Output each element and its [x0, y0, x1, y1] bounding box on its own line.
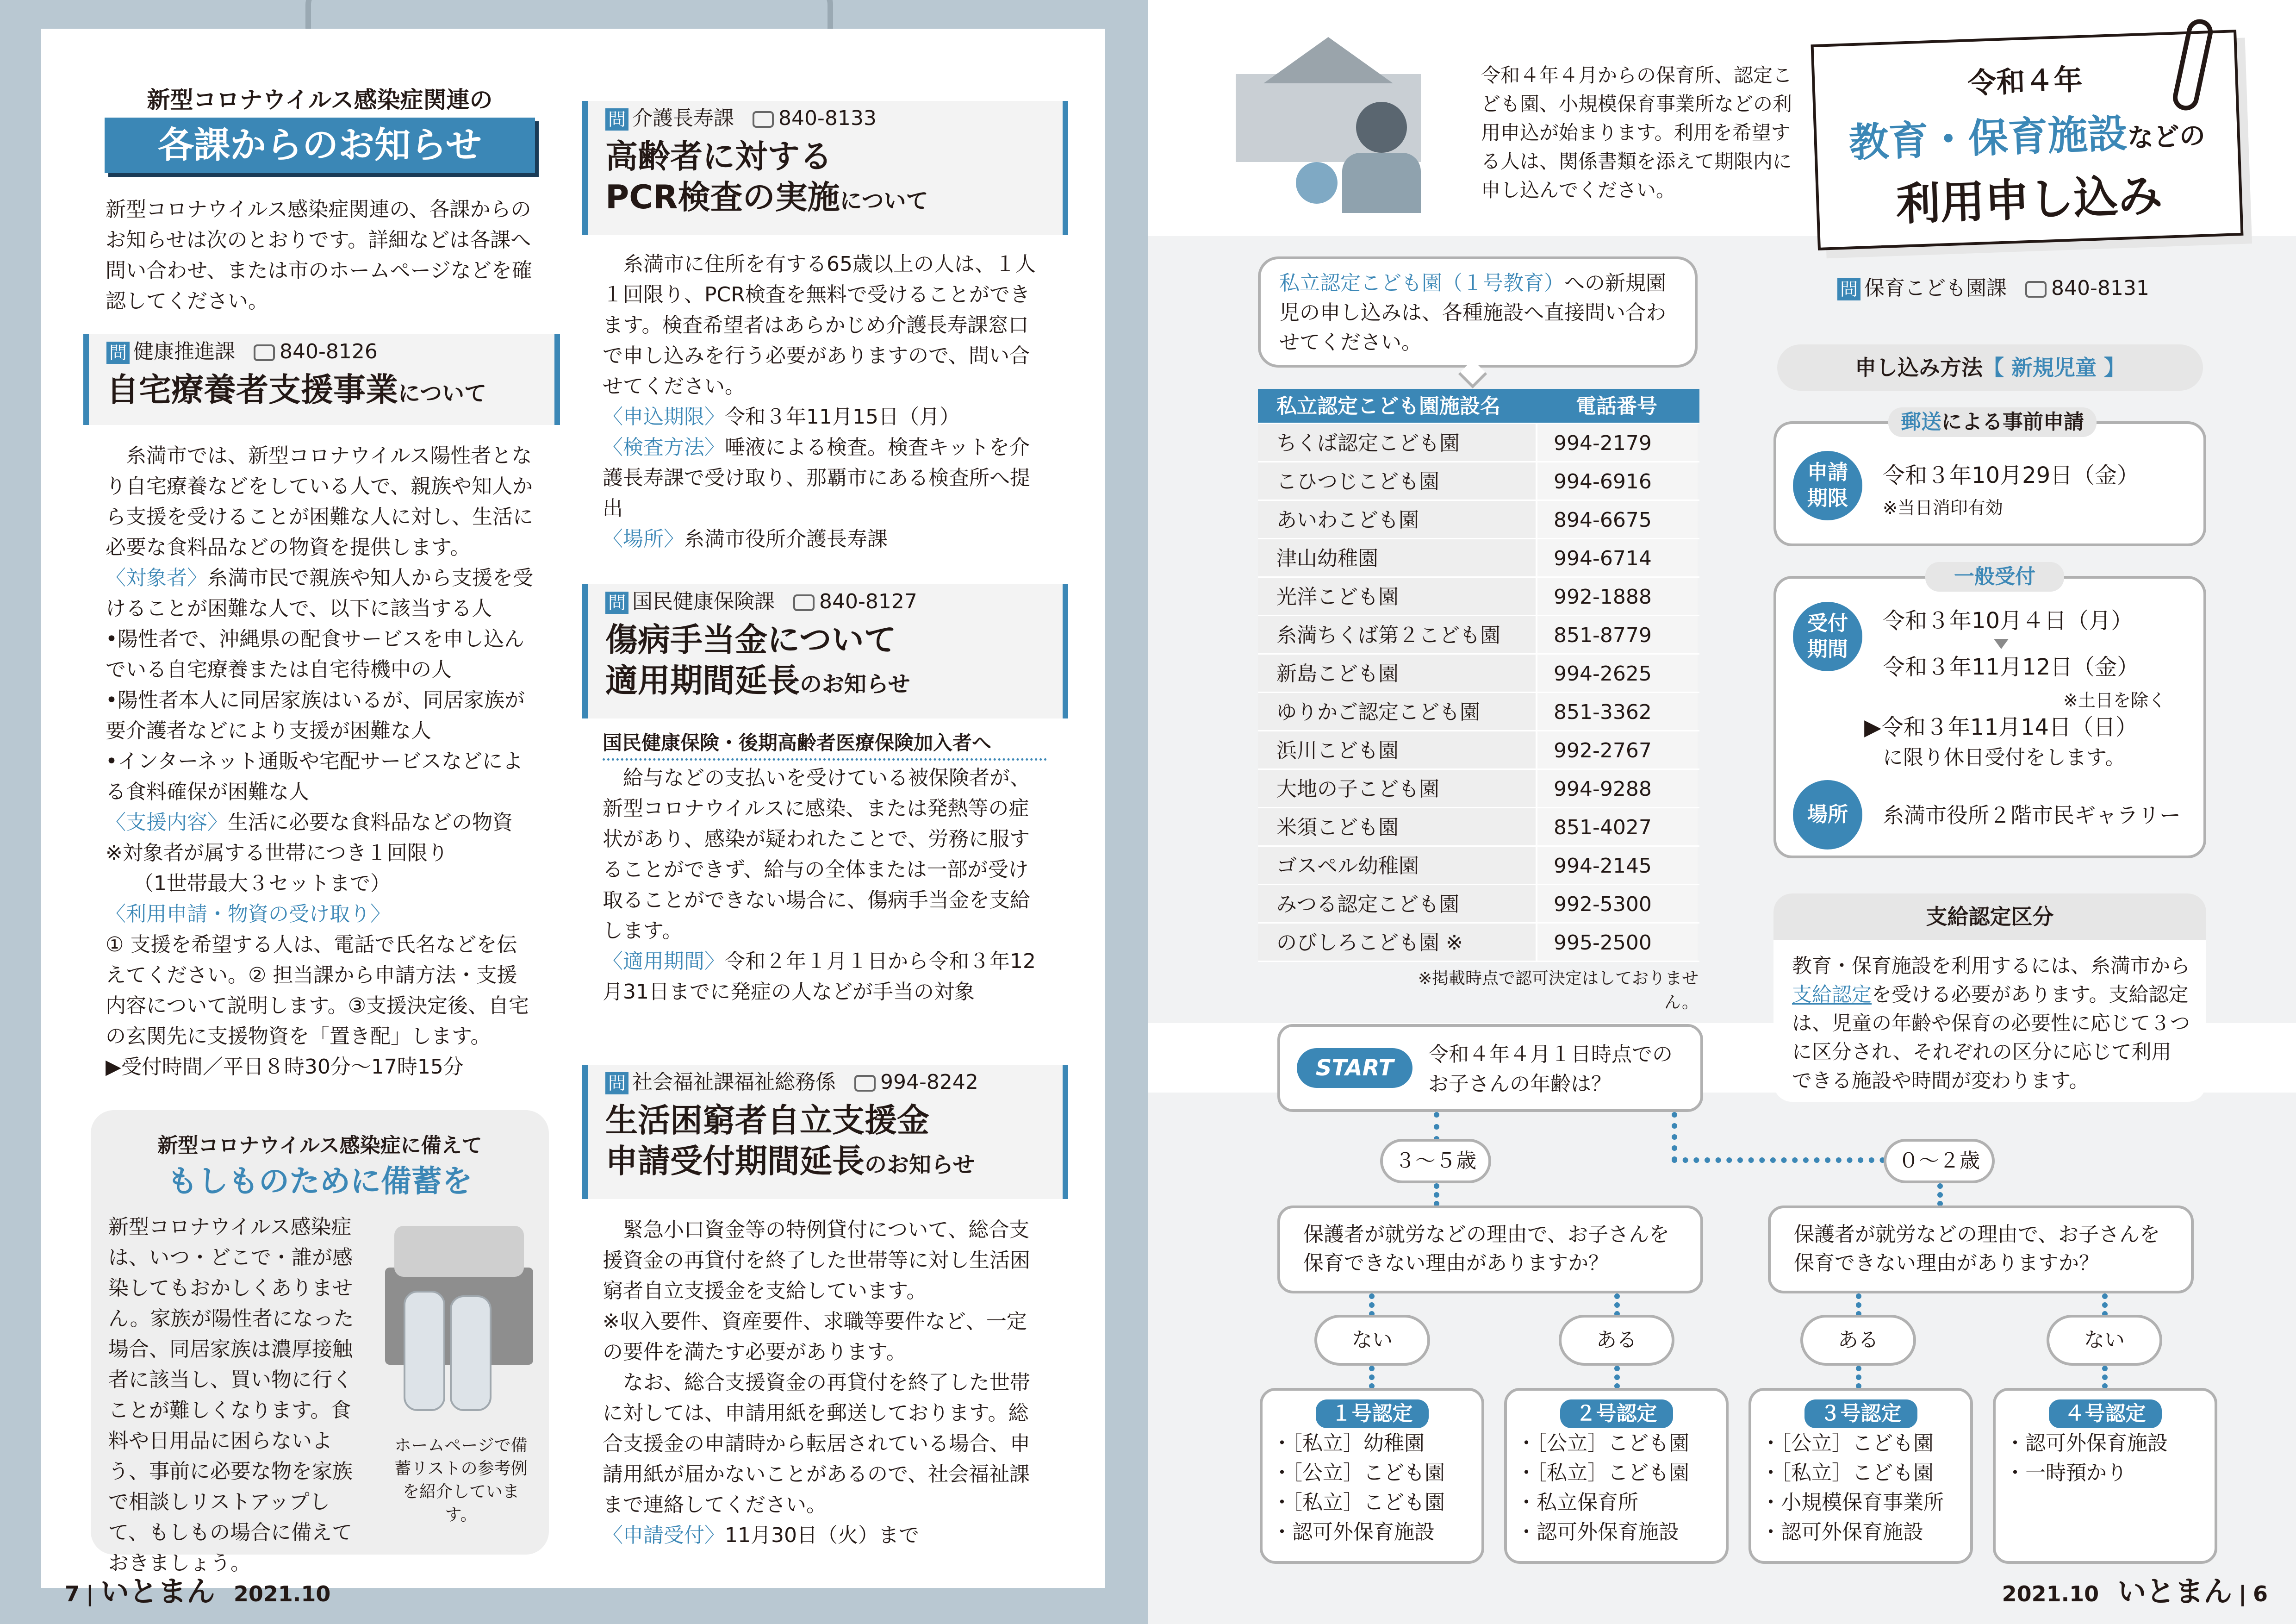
facility-row [1258, 578, 1699, 616]
pcr-method [603, 432, 1047, 524]
pcr-body [603, 249, 1047, 555]
flow-connector [1369, 1366, 1375, 1389]
title-card [1811, 30, 2244, 250]
deadline-circle [1793, 451, 1862, 520]
inquiry-tag: 問 [1837, 278, 1860, 300]
result-2-item: ・私立保育所 [1516, 1491, 1638, 1514]
insurance-text: 給与などの支払いを受けている被保険者が、新型コロナウイルスに感染、または発熱等の症状があり、感染が疑われたことで、労務に服することができず、給与の全体または一部が受け取ることができない場合に、傷病手当金を支給します。 [603, 766, 1030, 943]
welfare-tel: 994-8242 [880, 1070, 978, 1094]
result-3-item: ・認可外保育施設 [1761, 1520, 1923, 1544]
title-suffix: などの [2127, 120, 2206, 154]
phone-icon [753, 111, 774, 128]
facility-row [1258, 847, 1699, 885]
result-2-title: ２号認定 [1560, 1399, 1673, 1428]
cert-blue: 支給認定 [1792, 983, 1872, 1006]
insurance-period-label: 〈適用期間〉 [603, 949, 725, 973]
start-badge: START [1297, 1048, 1412, 1088]
facility-name: 津山幼稚園 [1258, 539, 1536, 576]
facility-tel: 992-2767 [1536, 731, 1698, 768]
flow-connector [1614, 1366, 1620, 1389]
health-heading [83, 334, 560, 425]
facility-tel: 994-2179 [1536, 424, 1698, 461]
facility-tel: 992-5300 [1536, 885, 1698, 922]
facility-tel: 851-4027 [1536, 808, 1698, 845]
facility-row [1258, 539, 1699, 578]
stockpile-box [91, 1110, 549, 1575]
footer-date: 2021.10 [233, 1581, 331, 1606]
facility-tel: 851-3362 [1536, 693, 1698, 730]
facility-name: のびしろこども園 ※ [1258, 924, 1536, 961]
welfare-accept-label: 〈申請受付〉 [603, 1524, 725, 1547]
age-younger-pill: ０～２歳 [1884, 1139, 1995, 1183]
phone-icon [254, 344, 275, 361]
down-arrow-icon [1994, 639, 2009, 649]
health-dept: 健康推進課 [133, 340, 236, 363]
pcr-period-label: 〈申込期限〉 [603, 405, 725, 429]
health-bullet-1: •陽性者で、沖縄県の配食サービスを申し込んでいる自宅療養または自宅待機中の人 [106, 627, 525, 681]
facility-row [1258, 731, 1699, 770]
flow-connector [1856, 1366, 1861, 1389]
result-3-item: ・小規模保育事業所 [1761, 1491, 1944, 1514]
phone-icon [2025, 281, 2047, 298]
result-2-item: ・［私立］こども園 [1516, 1461, 1689, 1485]
flow-start-box [1277, 1024, 1703, 1112]
title-bottom: 利用申し込み [1895, 169, 2164, 231]
facility-tel: 992-1888 [1536, 578, 1698, 615]
holiday-line-2: に限り休日受付をします。 [1883, 746, 2126, 769]
right-contact-dept: 保育こども園課 [1864, 276, 2007, 300]
page-number: 6 [2252, 1581, 2268, 1606]
result-2-item: ・認可外保育施設 [1516, 1520, 1679, 1544]
method-title: 申し込み方法 [1854, 355, 1983, 380]
apply-text: ① 支援を希望する人は、電話で氏名などを伝えてください。② 担当課から申請方法・支援内容について説明します。③支援決定後、自宅の玄関先に支援物資を「置き配」します。 [106, 933, 529, 1048]
facility-name: 浜川こども園 [1258, 731, 1536, 768]
accept-circle [1793, 602, 1862, 671]
result-box-1 [1260, 1388, 1484, 1564]
apply-label: 〈利用申請・物資の受け取り〉 [106, 902, 391, 926]
health-bullet-3: •インターネット通販や宅配サービスなどによる食料確保が困難な人 [106, 750, 523, 804]
facility-name: 光洋こども園 [1258, 578, 1536, 615]
right-intro: 令和４年４月からの保育所、認定こども園、小規模保育事業所などの利用申込が始まります。利用を希望する人は、関係書類を添えて期限内に申し込んでください。 [1481, 64, 1792, 201]
table-note: ※掲載時点で認可決定はしておりません。 [1418, 969, 1699, 1012]
insurance-heading [582, 584, 1068, 718]
header-title: 各課からのお知らせ [105, 118, 535, 173]
insurance-dept: 国民健康保険課 [632, 590, 775, 613]
facility-name: 米須こども園 [1258, 808, 1536, 845]
facility-name: 新島こども園 [1258, 655, 1536, 692]
welfare-heading [582, 1065, 1068, 1199]
pcr-period-text: 令和３年11月15日（月） [725, 405, 960, 429]
accept-label: 受付期間 [1807, 612, 1848, 661]
answer-no-1: ない [1314, 1315, 1430, 1366]
facility-row [1258, 808, 1699, 847]
insurance-title-1: 傷病手当金について [605, 621, 896, 659]
result-3-title: ３号認定 [1804, 1399, 1917, 1428]
flow-question-1: 令和４年４月１日時点でのお子さんの年齢は？ [1428, 1043, 1673, 1096]
accept-start: 令和３年10月４日（月） [1883, 608, 2134, 634]
welfare-dept: 社会福祉課福祉総務係 [632, 1070, 836, 1094]
pcr-dept: 介護長寿課 [632, 106, 734, 130]
pcr-title-2 [605, 177, 1045, 221]
supply-box-illustration [385, 1226, 533, 1365]
stockpile-label: 新型コロナウイルス感染症に備えて [157, 1134, 482, 1157]
right-contact-tel: 840-8131 [2051, 276, 2149, 300]
intro-text: 新型コロナウイルス感染症関連の、各課からのお知らせは次のとおりです。詳細などは各課へ問い合わせ、または市のホームページなどを確認してください。 [106, 198, 532, 313]
facility-tel: 894-6675 [1536, 501, 1698, 538]
nursery-illustration [1236, 28, 1430, 213]
welfare-contact [605, 1065, 1045, 1100]
health-intro: 糸満市では、新型コロナウイルス陽性者となり自宅療養などをしている人で、親族や知人から支援を受けることが困難な人に対し、生活に必要な食料品などの物資を提供します。 [106, 444, 533, 559]
bubble-blue: 私立認定こども園（１号教育） [1279, 271, 1564, 295]
facility-name: 大地の子こども園 [1258, 770, 1536, 807]
welfare-text-3: なお、総合支援資金の再貸付を終了した世帯に対しては、申請用紙を郵送しております。総合支援金の申請時から転居されている場合、申請用紙が届かないことがあるので、社会福祉課まで連絡してください。 [603, 1371, 1030, 1517]
facility-tel: 994-9288 [1536, 770, 1698, 807]
phone-icon [854, 1075, 876, 1092]
insurance-period [603, 946, 1047, 1007]
pcr-contact [605, 101, 1045, 136]
place-text: 糸満市役所２階市民ギャラリー [1883, 803, 2181, 828]
health-contact [106, 334, 537, 369]
flow-connector [1369, 1293, 1375, 1317]
health-title-small: について [398, 381, 487, 406]
health-title-main: 自宅療養者支援事業 [106, 371, 398, 409]
inquiry-tag: 問 [605, 592, 628, 614]
facility-row [1258, 924, 1699, 962]
flow-question-2-right [1768, 1206, 2194, 1293]
welfare-title-small: のお知らせ [865, 1152, 975, 1178]
facility-tel: 994-6714 [1536, 539, 1698, 576]
deadline-date: 令和３年10月29日（金） [1883, 462, 2140, 488]
flow-connector [1856, 1293, 1861, 1317]
facility-name: こひつじこども園 [1258, 462, 1536, 500]
inquiry-tag: 問 [605, 108, 628, 131]
facility-name: ちくば認定こども園 [1258, 424, 1536, 461]
stockpile-body: 新型コロナウイルス感染症は、いつ・どこで・誰が感染してもおかしくありません。家族が陽性者になった場合、同居家族は濃厚接触者に該当し、買い物に行くことが難しくなります。食料や日用品に困らないよう、事前に必要な物を家族で相談しリストアップして、もしもの場合に備えておきましょう。 [108, 1215, 354, 1575]
facility-name: みつる認定こども園 [1258, 885, 1536, 922]
flow-connector [2102, 1366, 2108, 1389]
stockpile-title: もしものために備蓄を [167, 1163, 473, 1199]
insurance-tel: 840-8127 [819, 590, 917, 613]
mail-title-suffix: による事前申請 [1941, 410, 2084, 434]
insurance-contact [605, 584, 1045, 619]
health-bullet-2: •陽性者本人に同居家族はいるが、同居家族が要介護者などにより支援が困難な人 [106, 688, 525, 743]
facility-row [1258, 655, 1699, 693]
result-1-item: ・［私立］幼稚園 [1272, 1431, 1425, 1455]
table-header-tel: 電話番号 [1576, 394, 1657, 418]
method-tag: 【 新規児童 】 [1982, 355, 2126, 380]
result-1-title: １号認定 [1316, 1399, 1429, 1428]
info-bubble [1258, 256, 1698, 368]
insurance-period-text: 令和２年１月１日から令和３年12月31日までに発症の人などが手当の対象 [603, 949, 1036, 1004]
facility-tel: 994-2625 [1536, 655, 1698, 692]
health-target [106, 563, 536, 624]
flow-question-2-text: 保護者が就労などの理由で、お子さんを保育できない理由がありますか？ [1303, 1223, 1670, 1275]
facility-row [1258, 885, 1699, 924]
answer-no-2: ない [2047, 1315, 2162, 1366]
flow-connector [1672, 1112, 1677, 1162]
place-circle [1793, 780, 1862, 849]
answer-yes-1: ある [1559, 1315, 1674, 1366]
footer-logo: いとまん [2117, 1574, 2233, 1608]
result-4-item: ・認可外保育施設 [2005, 1431, 2168, 1455]
flow-connector [1937, 1183, 1943, 1206]
title-main: 教育・保育施設 [1848, 110, 2128, 167]
inquiry-tag: 問 [605, 1072, 628, 1094]
title-year: 令和４年 [1967, 62, 2083, 100]
facility-tel: 994-6916 [1536, 462, 1698, 500]
phone-icon [793, 594, 815, 611]
result-box-3 [1748, 1388, 1973, 1564]
right-contact [1837, 274, 2149, 303]
facility-row [1258, 424, 1699, 462]
section-header [105, 82, 535, 173]
pcr-place-text: 糸満市役所介護長寿課 [684, 527, 888, 551]
insurance-subhead: 国民健康保険・後期高齢者医療保険加入者へ [603, 728, 1047, 761]
age-older-pill: ３～５歳 [1380, 1139, 1491, 1183]
facility-row [1258, 462, 1699, 501]
welfare-body [603, 1215, 1047, 1551]
flow-connector [1614, 1293, 1620, 1317]
pcr-title-1: 高齢者に対する [605, 137, 832, 175]
title-main-row [1816, 97, 2238, 169]
general-title: 一般受付 [1925, 562, 2064, 592]
general-box [1773, 576, 2206, 858]
health-hours: ▶受付時間／平日８時30分～17時15分 [106, 1055, 464, 1079]
pcr-method-text: 唾液による検査。検査キットを介護長寿課で受け取り、那覇市にある検査所へ提出 [603, 436, 1030, 520]
facility-row [1258, 770, 1699, 808]
stockpile-caption: ホームページで備蓄リストの参考例を紹介しています。 [394, 1436, 528, 1524]
cert-title: 支給認定区分 [1773, 893, 2206, 940]
health-tel: 840-8126 [280, 340, 378, 363]
health-note-1: ※対象者が属する世帯につき１回限り [106, 841, 448, 865]
mail-title-blue: 郵送 [1901, 410, 1941, 434]
result-box-4 [1993, 1388, 2217, 1564]
welfare-accept-text: 11月30日（火）まで [725, 1524, 919, 1547]
left-footer: 7 | いとまん 2021.10 [65, 1574, 331, 1608]
result-1-item: ・［公立］こども園 [1272, 1461, 1445, 1485]
health-support [106, 807, 536, 838]
result-2-item: ・［公立］こども園 [1516, 1431, 1689, 1455]
welfare-text-1: 緊急小口資金等の特例貸付について、総合支援資金の再貸付を終了した世帯等に対し生活困窮者自立支援金を支給しています。 [603, 1218, 1030, 1303]
pcr-heading [582, 101, 1068, 235]
flow-question-2-left [1277, 1206, 1703, 1293]
facility-row [1258, 501, 1699, 539]
page-number: 7 [65, 1581, 80, 1606]
bubble-text: への新規園児の申し込みは、各種施設へ直接問い合わせてください。 [1279, 271, 1666, 354]
insurance-title-main: 適用期間延長 [605, 662, 800, 700]
pcr-intro: 糸満市に住所を有する65歳以上の人は、１人１回限り、PCR検査を無料で受けることができます。検査希望者はあらかじめ介護長寿課窓口で申し込みを行う必要がありますので、問い合せてください。 [603, 252, 1036, 398]
pcr-period [603, 402, 1047, 432]
health-title [106, 369, 537, 414]
place-label: 場所 [1807, 803, 1848, 826]
deadline-label: 申請期限 [1807, 461, 1848, 510]
flow-connector [2102, 1293, 2108, 1317]
result-1-item: ・［私立］こども園 [1272, 1491, 1445, 1514]
pcr-method-label: 〈検査方法〉 [603, 436, 725, 459]
flow-question-2-text: 保護者が就労などの理由で、お子さんを保育できない理由がありますか？ [1794, 1223, 2160, 1275]
table-header-name: 私立認定こども園施設名 [1276, 394, 1500, 418]
facility-name: ゆりかご認定こども園 [1258, 693, 1536, 730]
insurance-title-small: のお知らせ [800, 671, 910, 697]
cert-box [1773, 893, 2206, 1102]
health-body [106, 441, 536, 1082]
mail-title [1888, 407, 2097, 437]
cert-text-b: を受ける必要があります。支給認定は、児童の年齢や保育の必要性に応じて３つに区分され、それぞれの区分に応じて利用できる施設や時間が変わります。 [1792, 983, 2190, 1093]
accept-note: ※土日を除く [2063, 690, 2166, 711]
mail-box [1773, 421, 2206, 546]
result-3-item: ・［私立］こども園 [1761, 1461, 1934, 1485]
pcr-place-label: 〈場所〉 [603, 527, 684, 551]
cert-text [1792, 952, 2190, 1095]
target-text: 糸満市民で親族や知人から支援を受けることが困難な人で、以下に該当する人 [106, 566, 533, 620]
result-3-item: ・［公立］こども園 [1761, 1431, 1934, 1455]
footer-logo: いとまん [100, 1574, 215, 1608]
result-1-item: ・認可外保育施設 [1272, 1520, 1435, 1544]
cert-text-a: 教育・保育施設を利用するには、糸満市から [1792, 955, 2190, 978]
facility-tel: 851-8779 [1536, 616, 1698, 653]
welfare-title-main: 申請受付期間延長 [605, 1142, 865, 1180]
answer-yes-2: ある [1800, 1315, 1916, 1366]
holiday-line-1: ▶令和３年11月14日（日） [1864, 714, 2138, 740]
support-label: 〈支援内容〉 [106, 811, 228, 834]
welfare-title-1: 生活困窮者自立支援金 [605, 1101, 929, 1139]
facility-table [1258, 389, 1699, 962]
header-label: 新型コロナウイルス感染症関連の [147, 87, 493, 113]
table-header [1258, 389, 1699, 424]
flow-connector [1434, 1183, 1439, 1206]
facility-name: あいわこども園 [1258, 501, 1536, 538]
inquiry-tag: 問 [106, 342, 130, 364]
facility-tel: 994-2145 [1536, 847, 1698, 884]
insurance-body [603, 763, 1047, 1007]
method-title-pill [1777, 344, 2203, 391]
table-body [1258, 424, 1699, 962]
pcr-tel: 840-8133 [778, 106, 877, 130]
target-label: 〈対象者〉 [106, 566, 207, 590]
facility-row [1258, 616, 1699, 655]
pcr-title-small: について [840, 188, 928, 214]
welfare-title-2 [605, 1141, 1045, 1185]
pcr-title-main: PCR検査の実施 [605, 178, 840, 216]
deadline-note: ※当日消印有効 [1883, 498, 2003, 518]
welfare-text-2: ※収入要件、資産要件、求職等要件など、一定の要件を満たす必要があります。 [603, 1310, 1027, 1364]
facility-tel: 995-2500 [1536, 924, 1698, 961]
right-footer: 2021.10 いとまん | 6 [2002, 1574, 2268, 1608]
accept-end: 令和３年11月12日（金） [1883, 654, 2140, 680]
result-4-item: ・一時預かり [2005, 1461, 2127, 1485]
right-page [1148, 0, 2296, 1624]
welfare-accept [603, 1520, 1047, 1551]
facility-name: 糸満ちくば第２こども園 [1258, 616, 1536, 653]
health-note-2: （1世帯最大３セットまで） [133, 872, 391, 895]
pcr-place [603, 524, 1047, 555]
facility-name: ゴスペル幼稚園 [1258, 847, 1536, 884]
result-box-2 [1504, 1388, 1729, 1564]
facility-row [1258, 693, 1699, 731]
footer-date: 2021.10 [2002, 1581, 2099, 1606]
result-4-title: ４号認定 [2049, 1399, 2162, 1428]
insurance-title-2 [605, 660, 1045, 705]
support-text: 生活に必要な食料品などの物資 [228, 811, 513, 834]
